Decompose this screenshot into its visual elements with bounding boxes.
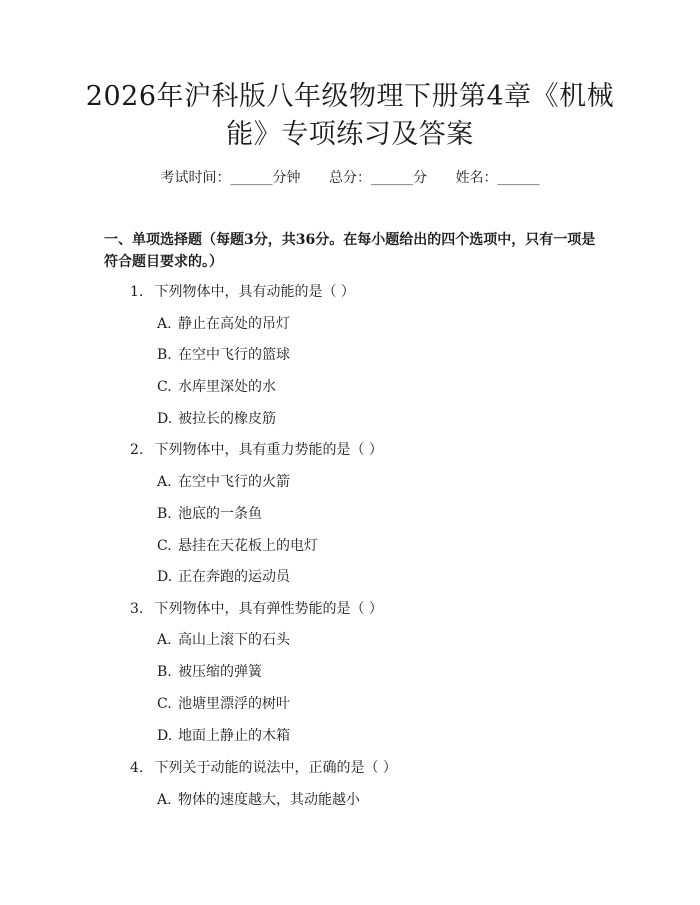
option-text: 被拉长的橡皮筋: [178, 411, 276, 427]
section-heading: 一、单项选择题（每题3分，共36分。在每小题给出的四个选项中，只有一项是符合题目要求的。）: [104, 232, 596, 270]
option-text: 静止在高处的吊灯: [178, 316, 290, 332]
option-letter: D.: [157, 569, 173, 585]
option-1c: [157, 377, 276, 397]
option-text: 水库里深处的水: [178, 379, 276, 395]
option-text: 地面上静止的木箱: [178, 728, 290, 744]
option-letter: C.: [157, 379, 172, 395]
option-letter: A.: [157, 632, 172, 648]
option-letter: B.: [157, 506, 172, 522]
title-line-1: 2026年沪科版八年级物理下册第4章《机械: [85, 81, 615, 112]
page-title: [40, 78, 660, 154]
exam-info: [0, 168, 700, 188]
option-text: 被压缩的弹簧: [178, 664, 262, 680]
question-text: 下列关于动能的说法中，正确的是（ ）: [154, 760, 397, 776]
option-1a: [157, 314, 290, 334]
option-text: 高山上滚下的石头: [178, 632, 290, 648]
option-text: 池底的一条鱼: [178, 506, 262, 522]
question-1: [130, 282, 355, 302]
option-letter: D.: [157, 728, 173, 744]
option-3d: [157, 726, 290, 746]
option-text: 在空中飞行的火箭: [178, 474, 290, 490]
option-1d: [157, 409, 276, 429]
option-2b: [157, 504, 262, 524]
option-3b: [157, 662, 262, 682]
question-text: 下列物体中，具有重力势能的是（ ）: [154, 442, 383, 458]
option-letter: B.: [157, 347, 172, 363]
question-2: [130, 440, 383, 460]
question-text: 下列物体中，具有动能的是（ ）: [154, 284, 355, 300]
question-3: [130, 599, 383, 619]
question-number: 3.: [130, 601, 144, 617]
question-number: 2.: [130, 442, 144, 458]
exam-time-field: 考试时间：______分钟: [160, 170, 301, 186]
option-text: 正在奔跑的运动员: [178, 569, 290, 585]
option-2c: [157, 536, 318, 556]
option-letter: B.: [157, 664, 172, 680]
option-1b: [157, 345, 290, 365]
option-3a: [157, 630, 290, 650]
option-text: 物体的速度越大，其动能越小: [178, 792, 360, 808]
title-line-2: 能》专项练习及答案: [226, 119, 474, 150]
option-text: 悬挂在天花板上的电灯: [178, 538, 318, 554]
option-letter: A.: [157, 474, 172, 490]
option-letter: A.: [157, 316, 172, 332]
option-letter: D.: [157, 411, 173, 427]
option-4a: [157, 790, 360, 810]
option-text: 池塘里漂浮的树叶: [178, 696, 290, 712]
question-number: 1.: [130, 284, 144, 300]
option-text: 在空中飞行的篮球: [178, 347, 290, 363]
total-score-field: 总分：______分: [329, 170, 427, 186]
question-text: 下列物体中，具有弹性势能的是（ ）: [154, 601, 383, 617]
student-name-field: 姓名：______: [455, 170, 540, 186]
option-2d: [157, 567, 290, 587]
option-letter: C.: [157, 696, 172, 712]
option-3c: [157, 694, 290, 714]
option-letter: A.: [157, 792, 172, 808]
option-letter: C.: [157, 538, 172, 554]
question-number: 4.: [130, 760, 144, 776]
question-4: [130, 758, 397, 778]
option-2a: [157, 472, 290, 492]
